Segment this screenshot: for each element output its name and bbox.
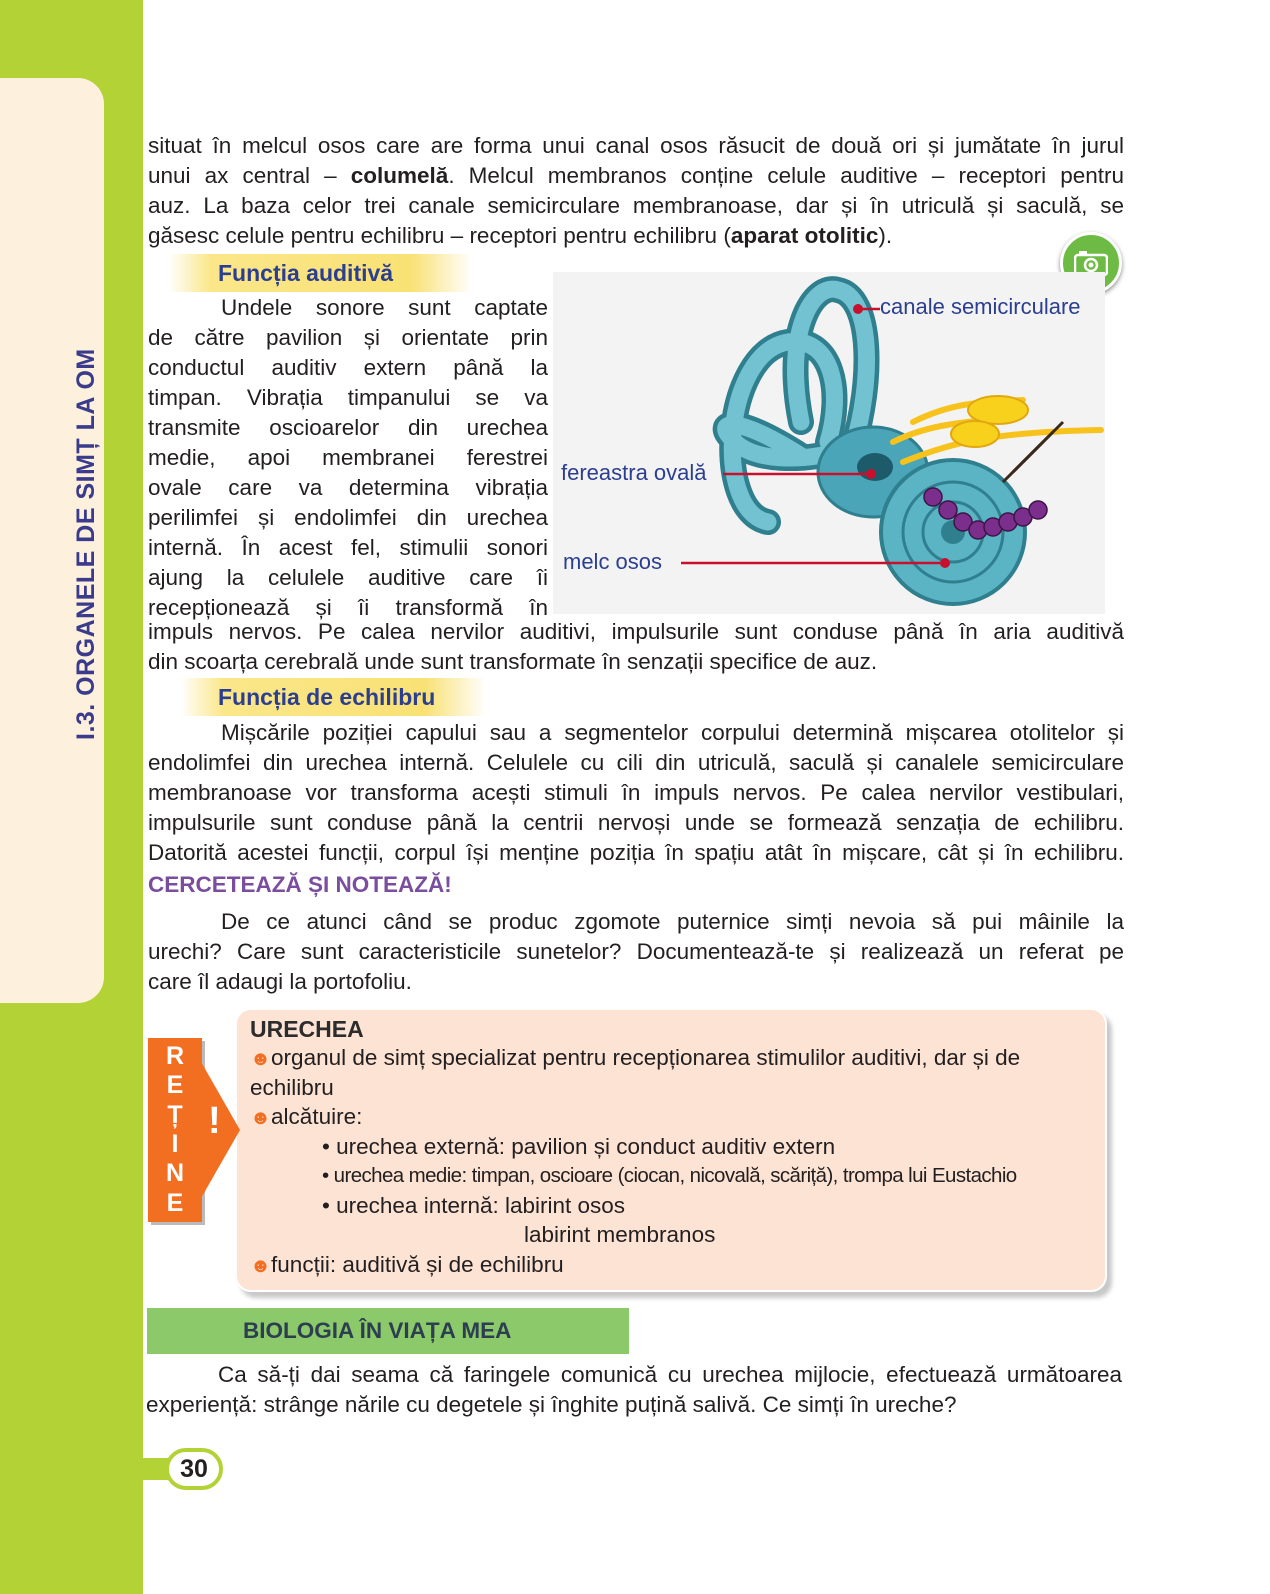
auditory-col-line-5: transmite oscioarelor din urechea — [148, 415, 548, 440]
auditory-col-line-2: de către pavilion și orientate prin — [148, 325, 548, 350]
research-line-1: De ce atunci când se produc zgomote puternice simți nevoia să pui mâinile la — [221, 909, 1124, 934]
intro-line-2 — [148, 161, 1124, 191]
auditory-col-line-9: internă. În acest fel, stimulii sonori — [148, 535, 548, 560]
auditory-col-line-7: ovale care va determina vibrația — [148, 475, 548, 500]
intro-line-4 — [148, 221, 1124, 251]
biology-heading — [147, 1308, 629, 1354]
biology-heading-text: BIOLOGIA ÎN VIAȚA MEA — [243, 1318, 512, 1343]
inner-ear-figure — [553, 272, 1105, 614]
summary-sub-1: • urechea externă: pavilion și conduct auditiv extern — [322, 1134, 836, 1159]
auditory-col-line-4: timpan. Vibrația timpanului se va — [148, 385, 548, 410]
label-oval-window: fereastra ovală — [561, 460, 707, 485]
summary-bullet-2-text: alcătuire: — [271, 1104, 363, 1129]
balance-heading-text: Funcția de echilibru — [218, 683, 436, 710]
auditory-full-line-2: din scoarța cerebrală unde sunt transformate în senzații specifice de auz. — [148, 649, 878, 674]
intro-line-3: auz. La baza celor trei canale semicirculare membranoase, dar și în utriculă și saculă, se — [148, 193, 1124, 218]
auditory-continuation — [148, 617, 1124, 677]
research-heading: CERCETEAZĂ ȘI NOTEAZĂ! — [148, 872, 452, 897]
intro-line-4-close: ). — [878, 223, 893, 248]
research-line-3: care îl adaugi la portofoliu. — [148, 969, 412, 994]
intro-line-2-rest: . Melcul membranos conține celule auditive – receptori pentru — [448, 163, 1124, 188]
term-columela: columelă — [350, 163, 449, 188]
term-aparat-otolitic: aparat otolitic — [730, 223, 879, 248]
biology-line-2: experiență: strânge nările cu degetele și înghite puțină salivă. Ce simți în ureche? — [146, 1392, 957, 1417]
summary-bullet-2 — [250, 1102, 362, 1133]
smiley-bullet-icon: ☻ — [250, 1107, 272, 1129]
summary-bullet-1 — [250, 1043, 1020, 1074]
auditory-col-line-3: conductul auditiv extern până la — [148, 355, 548, 380]
summary-sub-2: • urechea medie: timpan, oscioare (ciocan, nicovală, scăriță), trompa lui Eustachio — [322, 1164, 1017, 1187]
intro-line-2-start: unui ax central – — [148, 163, 351, 188]
retine-letter-3: Ț — [167, 1100, 183, 1129]
auditory-col-line-11: recepționează și îi transformă în — [148, 595, 548, 620]
summary-title: URECHEA — [250, 1016, 364, 1042]
intro-line-4-start: găsesc celule pentru echilibru – receptori pentru echilibru ( — [148, 223, 731, 248]
label-semicircular-canals: canale semicirculare — [880, 294, 1081, 319]
balance-line-5: Datorită acestei funcții, corpul își menține poziția în spațiu atât în mișcare, cât și în echilibru. — [148, 840, 1124, 865]
exclamation-icon: ! — [208, 1100, 221, 1142]
summary-bullet-1-text: organul de simț specializat pentru recepționarea stimulilor auditivi, dar și de — [271, 1045, 1021, 1070]
balance-heading — [180, 678, 486, 716]
summary-sub-3: • urechea internă: labirint osos — [322, 1193, 626, 1218]
retine-letter-6: E — [166, 1188, 184, 1217]
summary-bullet-3 — [250, 1250, 564, 1281]
intro-line-1: situat în melcul osos care are forma unui canal osos răsucit de două ori și jumătate în jurul — [148, 133, 1124, 158]
summary-bullet-3-text: funcții: auditivă și de echilibru — [271, 1252, 564, 1277]
research-line-2: urechi? Care sunt caracteristicile sunetelor? Documentează-te și realizează un referat pe — [148, 939, 1124, 964]
retine-tab — [148, 1038, 202, 1222]
chapter-label: I.3. ORGANELE DE SIMȚ LA OM — [72, 348, 100, 740]
auditory-col-line-1: Undele sonore sunt captate — [221, 295, 548, 320]
biology-line-1: Ca să-ți dai seama că faringele comunică cu urechea mijlocie, efectuează următoarea — [218, 1362, 1122, 1387]
balance-line-3: membranoase vor transforma acești stimuli în impuls nervos. Pe calea nervilor vestibulari, — [148, 780, 1124, 805]
retine-letter-1: R — [165, 1042, 185, 1071]
auditory-heading-text: Funcția auditivă — [218, 259, 394, 286]
retine-letter-4: I — [171, 1130, 179, 1159]
smiley-bullet-icon: ☻ — [250, 1255, 272, 1277]
intro-paragraph — [148, 131, 1124, 251]
auditory-col-line-8: perilimfei și endolimfei din urechea — [148, 505, 548, 530]
balance-paragraph — [148, 718, 1124, 868]
auditory-full-line-1: impuls nervos. Pe calea nervilor auditivi, impulsurile sunt conduse până în aria auditivă — [148, 619, 1124, 644]
biology-paragraph — [146, 1360, 1122, 1420]
auditory-col-line-10: ajung la celulele auditive care îi — [148, 565, 548, 590]
smiley-bullet-icon: ☻ — [250, 1048, 272, 1070]
auditory-column-text — [148, 293, 548, 623]
balance-line-2: endolimfei din urechea internă. Celulele cu cili din utriculă, saculă și canalele semicirculare — [148, 750, 1124, 775]
auditory-col-line-6: medie, apoi membranei ferestrei — [148, 445, 548, 470]
auditory-heading — [168, 254, 472, 292]
balance-line-1: Mișcările poziției capului sau a segmentelor corpului determină mișcarea otolitelor și — [221, 720, 1124, 745]
summary-sub-3-cont: labirint membranos — [524, 1222, 716, 1247]
retine-letter-5: N — [165, 1159, 185, 1188]
page-number: 30 — [165, 1448, 223, 1490]
research-paragraph — [148, 907, 1124, 997]
summary-bullet-1-cont: echilibru — [250, 1075, 334, 1100]
retine-letter-2: E — [166, 1071, 184, 1100]
balance-line-4: impulsurile sunt conduse până la centrii nervoși unde se formează senzația de echilibru. — [148, 810, 1124, 835]
label-cochlea: melc osos — [563, 549, 663, 574]
